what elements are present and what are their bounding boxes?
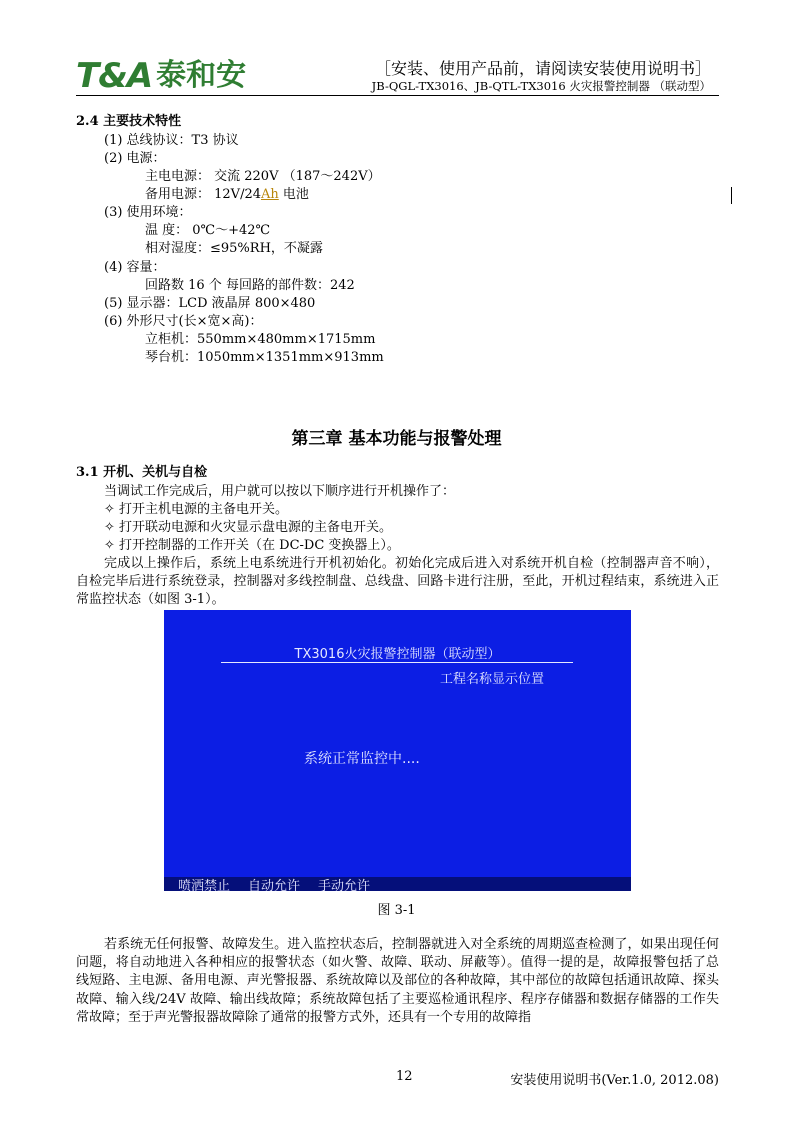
header-notice: ［安装、使用产品前，请阅读安装使用说明书］	[374, 59, 711, 78]
logo-text: 泰和安	[156, 58, 247, 93]
page-number: 12	[396, 1069, 413, 1084]
spec-temperature: 温 度： 0℃～+42℃	[145, 223, 271, 238]
startup-intro: 当调试工作完成后，用户就可以按以下顺序进行开机操作了：	[104, 484, 456, 499]
startup-step-1: ✧ 打开主机电源的主备电开关。	[104, 502, 289, 517]
spec-display: (5) 显示器：LCD 液晶屏 800×480	[104, 296, 316, 311]
header-rule	[76, 95, 719, 96]
spec-backup-power	[145, 186, 309, 204]
startup-paragraph: 完成以上操作后，系统上电系统进行开机初始化。初始化完成后进入对系统开机自检（控制器声音不响），自检完毕后进行系统登录，控制器对多线控制盘、总线盘、回路卡进行注册，至此，开机过程结束，系统进入正常监控状态（如图 3-1）。	[76, 556, 719, 608]
startup-step-2: ✧ 打开联动电源和火灾显示盘电源的主备电开关。	[104, 520, 393, 535]
spec-main-power: 主电电源： 交流 220V （187～242V）	[145, 169, 381, 184]
screen-project-name: 工程名称显示位置	[440, 672, 545, 687]
spec-bus-protocol: (1) 总线协议：T3 协议	[104, 133, 239, 148]
backup-power-suffix: 电池	[278, 187, 309, 202]
company-logo	[76, 52, 246, 96]
figure-caption: 图 3-1	[377, 903, 416, 918]
startup-step-3: ✧ 打开控制器的工作开关（在 DC-DC 变换器上）。	[104, 538, 400, 553]
status-bar-auto: 自动允许	[248, 879, 301, 894]
spec-desk: 琴台机：1050mm×1351mm×913mm	[145, 350, 384, 365]
spec-cabinet: 立柜机：550mm×480mm×1715mm	[145, 332, 376, 347]
screen-status: 系统正常监控中....	[304, 751, 420, 767]
controller-screen-figure	[164, 610, 631, 894]
section-3-1-title: 3.1 开机、关机与自检	[76, 465, 208, 480]
header-model: JB-QGL-TX3016、JB-QTL-TX3016 火灾报警控制器 （联动型）	[371, 79, 711, 93]
screen-title-rule	[221, 662, 573, 663]
status-bar-manual: 手动允许	[318, 879, 371, 894]
backup-power-ah: Ah	[261, 187, 279, 202]
spec-size: (6) 外形尺寸(长×宽×高)：	[104, 314, 263, 329]
backup-power-prefix: 备用电源： 12V/24	[145, 187, 261, 202]
spec-capacity: (4) 容量：	[104, 260, 166, 275]
logo-mark: T&A	[76, 56, 153, 96]
screen-status-bar	[164, 877, 631, 894]
spec-loops: 回路数 16 个 每回路的部件数：242	[145, 278, 355, 293]
text-cursor	[731, 187, 732, 204]
monitoring-paragraph: 若系统无任何报警、故障发生。进入监控状态后，控制器就进入对全系统的周期巡查检测了，如果出现任何问题，将自动地进入各种相应的报警状态（如火警、故障、联动、屏蔽等）。值得一提的是，故障报警包括了总线短路、主电源、备用电源、声光警报器、系统故障以及部位的各种故障，其中部位的故障包括通讯故障、探头故障、输入线/24V 故障、输出线故障；系统故障包括了主要巡检通讯程序、程序存储器和数据存储器的工作失常故障；至于声光警报器故障除了通常的报警方式外，还具有一个专用的故障指	[76, 937, 719, 1025]
spec-environment: (3) 使用环境：	[104, 205, 192, 220]
spec-power: (2) 电源：	[104, 151, 166, 166]
section-2-4-title: 2.4 主要技术特性	[76, 114, 182, 129]
chapter-title: 第三章 基本功能与报警处理	[291, 429, 502, 449]
status-bar-spray: 喷洒禁止	[178, 879, 231, 894]
spec-humidity: 相对湿度：≤95%RH，不凝露	[145, 241, 323, 256]
screen-title: TX3016火灾报警控制器（联动型）	[294, 647, 501, 662]
footer-manual-version: 安装使用说明书(Ver.1.0, 2012.08)	[510, 1073, 719, 1088]
